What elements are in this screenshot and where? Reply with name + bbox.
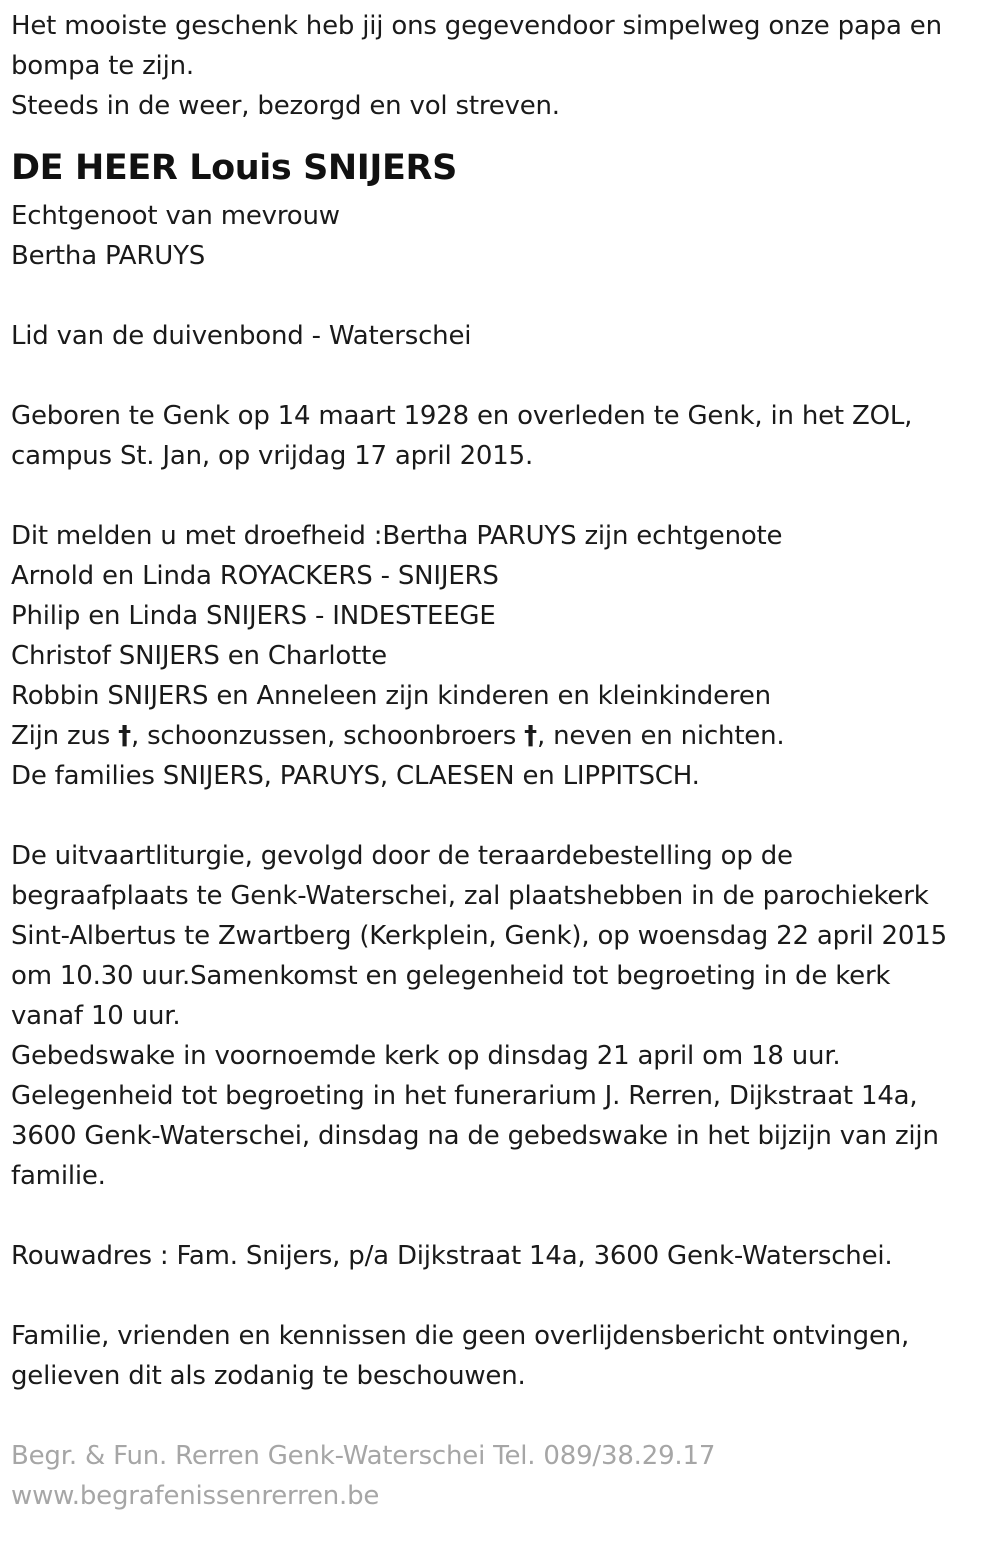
closing-line: gelieven dit als zodanig te beschouwen. — [11, 1361, 526, 1391]
funeral-line: Gebedswake in voornoemde kerk op dinsdag 21 april om 18 uur. — [11, 1041, 841, 1071]
spacer — [11, 356, 991, 396]
intro-line: Steeds in de weer, bezorgd en vol streven. — [11, 91, 560, 121]
family-section — [11, 516, 991, 796]
spacer — [11, 1196, 991, 1236]
funeral-line: Gelegenheid tot begroeting in het funerarium J. Rerren, Dijkstraat 14a, — [11, 1081, 918, 1111]
family-line: Philip en Linda SNIJERS - INDESTEEGE — [11, 601, 496, 631]
funeral-line: om 10.30 uur.Samenkomst en gelegenheid tot begroeting in de kerk — [11, 961, 891, 991]
intro-verse — [11, 6, 991, 126]
family-line: Christof SNIJERS en Charlotte — [11, 641, 387, 671]
deceased-name-title: DE HEER Louis SNIJERS — [11, 148, 457, 188]
funeral-home-line: Begr. & Fun. Rerren Genk-Waterschei Tel. 089/38.29.17 — [11, 1441, 716, 1471]
spacer — [11, 276, 991, 316]
birth-death-line: campus St. Jan, op vrijdag 17 april 2015. — [11, 441, 534, 471]
funeral-section — [11, 836, 991, 1196]
funeral-line: 3600 Genk-Waterschei, dinsdag na de gebedswake in het bijzijn van zijn — [11, 1121, 939, 1151]
spouse-section — [11, 196, 991, 276]
website-line: www.begrafenissenrerren.be — [11, 1481, 380, 1511]
siblings-text: , neven en nichten. — [536, 721, 785, 751]
spouse-line: Bertha PARUYS — [11, 241, 206, 271]
funeral-line: familie. — [11, 1161, 106, 1191]
intro-line: Het mooiste geschenk heb jij ons gegevendoor simpelweg onze papa en — [11, 11, 942, 41]
funeral-line: vanaf 10 uur. — [11, 1001, 181, 1031]
intro-line: bompa te zijn. — [11, 51, 194, 81]
cross-icon: † — [524, 721, 537, 751]
footer — [11, 1436, 991, 1516]
closing-section — [11, 1316, 991, 1396]
spacer — [11, 476, 991, 516]
obituary-document — [11, 6, 991, 1516]
family-line: Arnold en Linda ROYACKERS - SNIJERS — [11, 561, 499, 591]
siblings-line — [11, 716, 991, 756]
birth-death-section — [11, 396, 991, 476]
funeral-line: De uitvaartliturgie, gevolgd door de teraardebestelling op de — [11, 841, 793, 871]
siblings-text: , schoonzussen, schoonbroers — [130, 721, 525, 751]
cross-icon: † — [118, 721, 131, 751]
family-line: Robbin SNIJERS en Anneleen zijn kinderen en kleinkinderen — [11, 681, 771, 711]
spacer — [11, 1396, 991, 1436]
spacer — [11, 1276, 991, 1316]
spacer — [11, 796, 991, 836]
mourning-address: Rouwadres : Fam. Snijers, p/a Dijkstraat 14a, 3600 Genk-Waterschei. — [11, 1241, 893, 1271]
families-line: De families SNIJERS, PARUYS, CLAESEN en LIPPITSCH. — [11, 761, 700, 791]
family-line: Dit melden u met droefheid :Bertha PARUYS zijn echtgenote — [11, 521, 783, 551]
birth-death-line: Geboren te Genk op 14 maart 1928 en overleden te Genk, in het ZOL, — [11, 401, 913, 431]
siblings-text: Zijn zus — [11, 721, 119, 751]
closing-line: Familie, vrienden en kennissen die geen overlijdensbericht ontvingen, — [11, 1321, 910, 1351]
funeral-line: begraafplaats te Genk-Waterschei, zal plaatshebben in de parochiekerk — [11, 881, 929, 911]
funeral-line: Sint-Albertus te Zwartberg (Kerkplein, Genk), op woensdag 22 april 2015 — [11, 921, 947, 951]
spouse-line: Echtgenoot van mevrouw — [11, 201, 340, 231]
membership-line: Lid van de duivenbond - Waterschei — [11, 321, 472, 351]
